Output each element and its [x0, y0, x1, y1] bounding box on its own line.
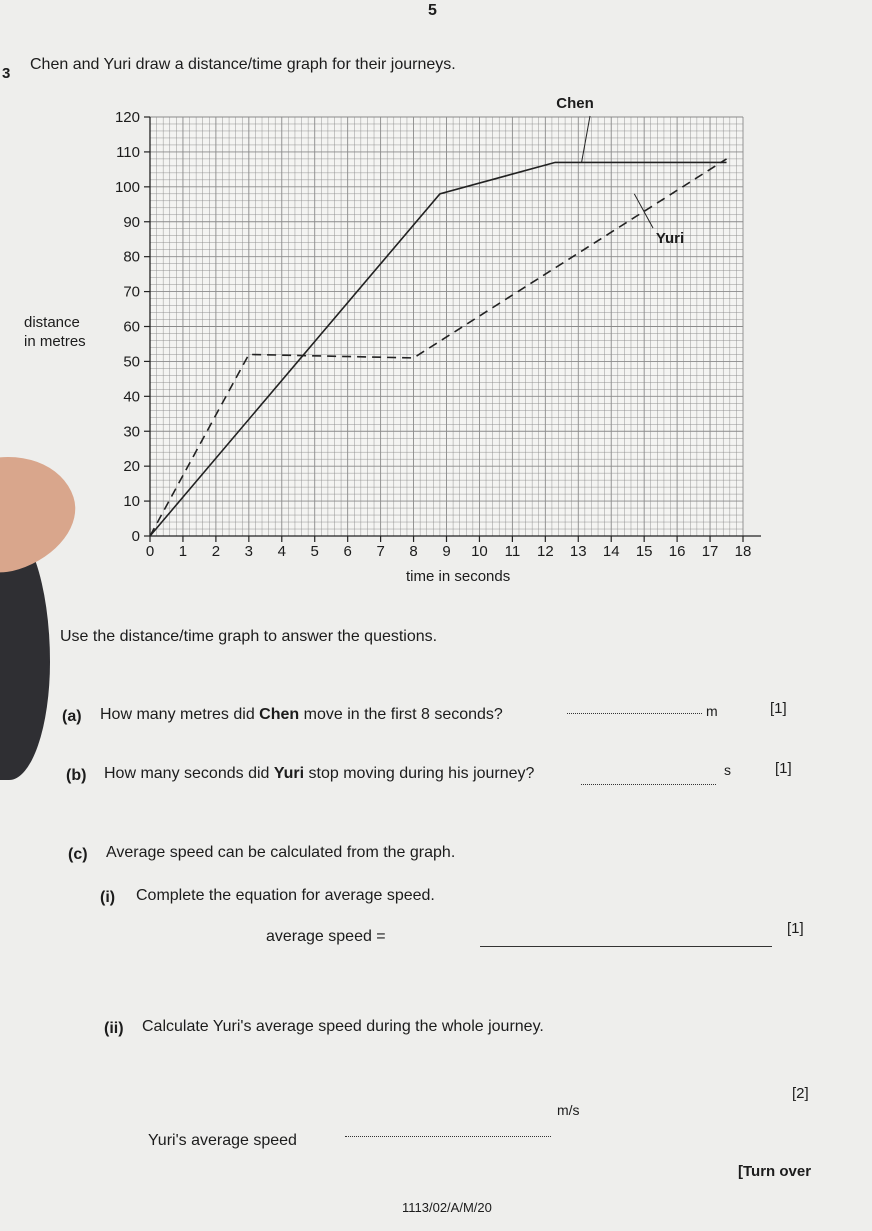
x-tick-label: 9 — [442, 543, 451, 560]
part-ci-answer-line[interactable] — [480, 946, 772, 947]
x-tick-label: 0 — [145, 543, 155, 560]
x-tick-label: 5 — [310, 543, 319, 560]
part-b-marks: [1] — [775, 760, 792, 777]
x-tick-label: 3 — [244, 543, 254, 560]
y-tick-label: 90 — [123, 213, 140, 231]
y-tick-label: 0 — [131, 528, 140, 545]
x-tick-label: 13 — [569, 543, 587, 560]
annotation-label-yuri: Yuri — [655, 230, 685, 247]
part-ci-marks: [1] — [787, 920, 804, 937]
part-a-label: (a) — [62, 708, 82, 725]
part-b-answer-line[interactable] — [581, 784, 716, 785]
part-a-unit: m — [706, 703, 718, 719]
y-tick-label: 10 — [123, 493, 140, 511]
part-b-label: (b) — [66, 767, 87, 784]
part-a-answer-line[interactable] — [567, 713, 702, 714]
x-tick-label: 12 — [536, 543, 554, 560]
page-number: 5 — [428, 2, 437, 19]
x-tick-label: 17 — [701, 543, 719, 560]
part-ci-equation-label: average speed = — [266, 928, 386, 945]
part-cii-answer-line[interactable] — [345, 1136, 551, 1137]
question-number: 3 — [2, 65, 11, 82]
y-axis-label-line2: in metres — [24, 333, 86, 350]
part-cii-marks: [2] — [792, 1085, 809, 1102]
x-tick-label: 4 — [277, 543, 286, 560]
distance-time-graph — [0, 0, 872, 600]
y-tick-label: 40 — [123, 388, 140, 406]
part-a-question: How many metres did Chen move in the first 8 seconds? — [100, 706, 503, 723]
annotation-label-chen: Chen — [556, 95, 594, 112]
y-tick-label: 110 — [116, 143, 140, 161]
part-b-unit: s — [724, 762, 731, 778]
y-tick-label: 70 — [123, 283, 140, 301]
y-tick-label: 120 — [114, 109, 140, 126]
x-tick-label: 1 — [178, 543, 188, 560]
part-ci-text: Complete the equation for average speed. — [136, 887, 435, 904]
x-tick-label: 7 — [376, 543, 385, 560]
turn-over: [Turn over — [738, 1163, 812, 1180]
part-cii-unit: m/s — [557, 1102, 580, 1118]
y-tick-label: 100 — [114, 178, 140, 196]
y-tick-label: 20 — [123, 458, 140, 476]
x-tick-label: 2 — [211, 543, 221, 560]
x-tick-label: 8 — [409, 543, 418, 560]
part-c-text: Average speed can be calculated from the graph. — [106, 844, 456, 861]
question-intro: Chen and Yuri draw a distance/time graph for their journeys. — [30, 56, 456, 73]
x-tick-label: 15 — [635, 543, 653, 560]
instruction: Use the distance/time graph to answer the questions. — [60, 628, 438, 645]
part-cii-label: (ii) — [104, 1020, 124, 1037]
part-cii-answer-label: Yuri's average speed — [148, 1132, 297, 1149]
x-axis-label: time in seconds — [406, 568, 511, 585]
part-b-question: How many seconds did Yuri stop moving during his journey? — [104, 765, 535, 782]
y-tick-label: 30 — [123, 423, 140, 441]
y-axis-label-line1: distance — [24, 314, 80, 331]
paper-code: 1113/02/A/M/20 — [402, 1200, 492, 1215]
x-tick-label: 6 — [343, 543, 352, 560]
part-a-marks: [1] — [770, 700, 787, 717]
x-tick-label: 14 — [602, 543, 620, 560]
x-tick-label: 16 — [668, 543, 686, 560]
x-tick-label: 11 — [504, 543, 521, 560]
x-tick-label: 18 — [734, 543, 752, 560]
part-cii-text: Calculate Yuri's average speed during the whole journey. — [142, 1018, 544, 1035]
part-ci-label: (i) — [100, 889, 116, 906]
y-tick-label: 60 — [123, 318, 140, 336]
y-tick-label: 50 — [123, 353, 140, 371]
y-tick-label: 80 — [123, 248, 140, 266]
part-c-label: (c) — [68, 846, 88, 863]
x-tick-label: 10 — [471, 543, 488, 560]
